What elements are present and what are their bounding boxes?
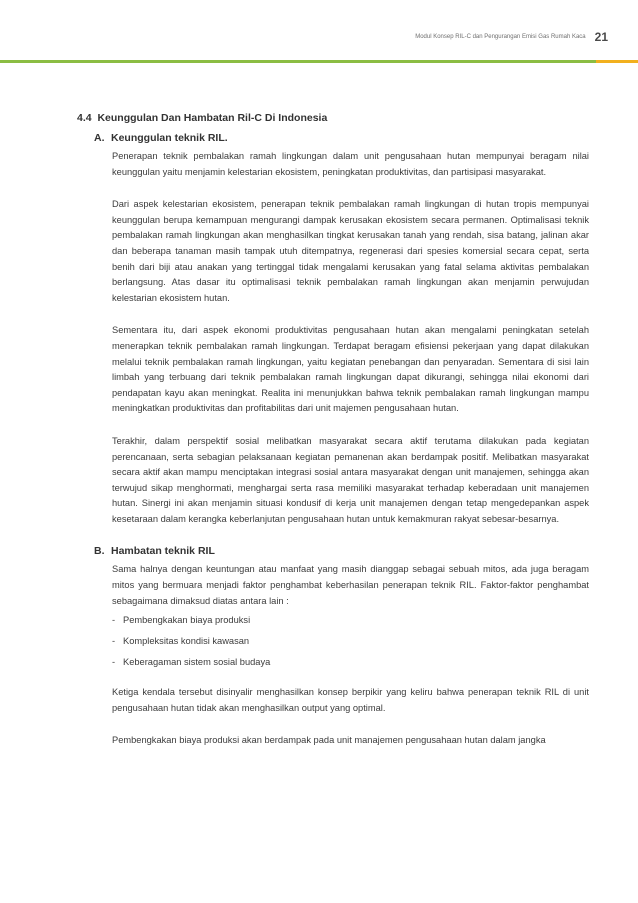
page-content [77,111,589,749]
subsection-b-title: Hambatan teknik RIL [111,545,215,558]
header-rule-yellow [596,60,638,63]
paragraph: Pembengkakan biaya produksi akan berdampak pada unit manajemen pengusahaan hutan dalam jangka [112,735,546,746]
page-number: 21 [594,30,608,44]
list-item-text: Kompleksitas kondisi kawasan [123,636,250,647]
subsection-b-heading [77,544,589,558]
section-title: Keunggulan Dan Hambatan Ril-C Di Indonesia [97,112,328,124]
list-item [112,634,589,650]
paragraph: Penerapan teknik pembalakan ramah lingkungan dalam unit pengusahaan hutan mempunyai beragam nilai keunggulan yaitu menjamin kelestarian ekosistem, peningkatan produktivitas, dan partisipasi masyarakat. [112,151,589,177]
list-marker: - [112,657,116,668]
subsection-a-title: Keunggulan teknik RIL. [111,132,228,144]
section-heading [77,111,589,125]
page-header [415,30,608,44]
list-item [112,655,589,671]
subsection-b-letter: B. [94,545,105,558]
obstacle-list [112,613,589,671]
list-marker: - [112,636,116,647]
subsection-a-heading [77,131,589,145]
running-header-title: Modul Konsep RIL-C dan Pengurangan Emisi Gas Rumah Kaca [415,34,586,40]
subsection-a-letter: A. [94,132,105,144]
paragraph: Ketiga kendala tersebut disinyalir menghasilkan konsep berpikir yang keliru bahwa penerapan teknik RIL di unit pengusahaan hutan tidak akan menghasilkan output yang optimal. [112,687,589,713]
list-marker: - [112,615,116,626]
list-item-text: Pembengkakan biaya produksi [123,615,251,626]
paragraph: Sama halnya dengan keuntungan atau manfaat yang masih dianggap sebagai sebuah mitos, ada juga beragam mitos yang bermuara menjadi faktor penghambat keberhasilan penerapan teknik RIL. Faktor-faktor penghambat sebagaimana dimaksud diatas antara lain : [112,564,589,606]
paragraph: Dari aspek kelestarian ekosistem, penerapan teknik pembalakan ramah lingkungan di hutan tropis mempunyai keunggulan berupa kemampuan mengurangi dampak kerusakan ekosistem secara permanen. Optimalisasi teknik pembalakan ramah lingkungan akan menghasilkan tingkat kerusakan tanah yang rendah, sisa batang, jalinan akar dan beberapa tanaman masih tampak utuh ditempatnya, regenerasi dari spesies komersial secara cepat, serta benih dari biji atau anakan yang tertinggal tidak mengalami kerusakan yang fatal selama aktivitas pembalakan berlangsung. Atas dasar itu optimalisasi teknik pembalakan ramah lingkungan akan menjamin perwujudan kelestarian ekosistem hutan. [112,199,589,303]
paragraph: Terakhir, dalam perspektif sosial melibatkan masyarakat secara aktif terutama dilakukan pada kegiatan perencanaan, serta sebagian pelaksanaan kegiatan pemanenan akan berdampak positif. Melibatkan masyarakat secara aktif akan mampu menciptakan integrasi sosial antara masyarakat dengan unit manajemen, sehingga akan terwujud sikap menghormati, menghargai serta rasa memiliki masyarakat terhadap keberadaan unit manajemen hutan. Sinergi ini akan menjamin situasi kondusif di kerja unit manajemen dengan tetap mengedepankan aspek kesetaraan dalam kerangka keberlanjutan pengusahaan hutan untuk kemakmuran rakyat sebesar-besarnya. [112,435,589,524]
list-item [112,613,589,629]
header-rule-green [0,60,596,63]
paragraph: Sementara itu, dari aspek ekonomi produktivitas pengusahaan hutan akan mengalami peningkatan setelah menerapkan teknik pembalakan ramah lingkungan. Terdapat beragam efisiensi pekerjaan yang dapat dilakukan melalui teknik pembalakan ramah lingkungan, yaitu kegiatan penebangan dan penyaradan. Sementara di sisi lain limbah yang terbuang dari teknik pembalakan ramah lingkungan dapat dikurangi, sehingga nilai ekonomi dari pendapatan kayu akan meningkat. Realita ini menunjukkan bahwa teknik pembalakan ramah lingkungan mampu meningkatkan produktivitas dan profitabilitas dari unit majemen pengusahaan hutan. [112,325,589,414]
list-item-text: Keberagaman sistem sosial budaya [123,657,271,668]
section-number: 4.4 [77,112,92,124]
